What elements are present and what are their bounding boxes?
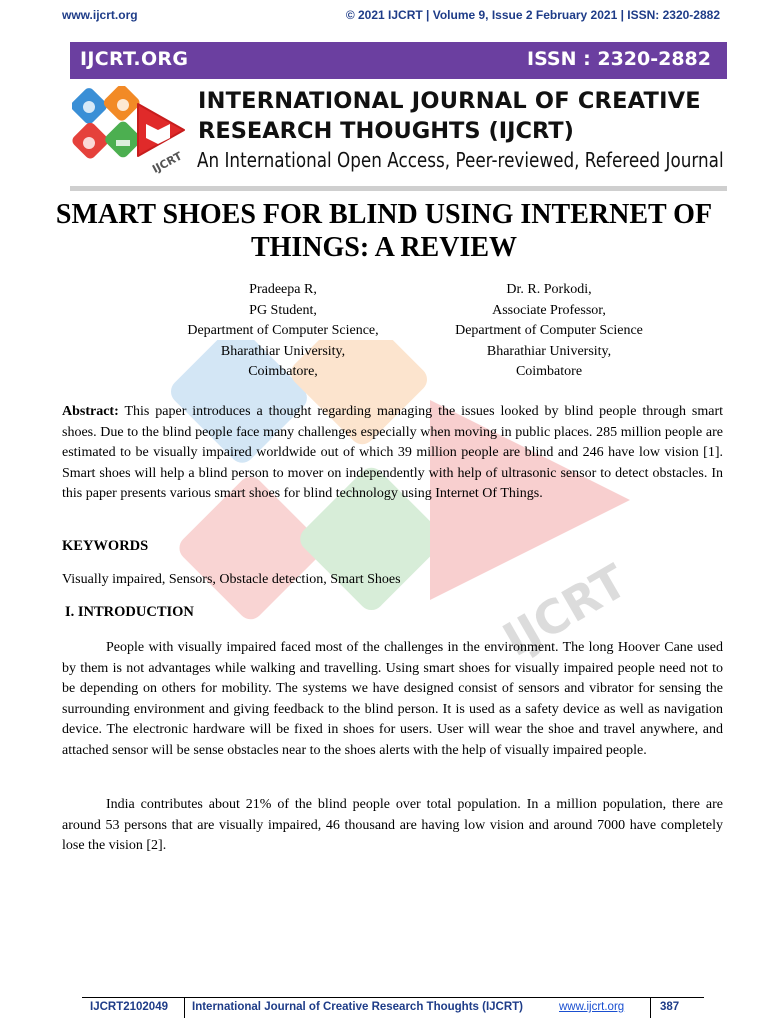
keywords-text: Visually impaired, Sensors, Obstacle detection, Smart Shoes: [62, 572, 401, 587]
footer-page-number: 387: [660, 1001, 680, 1013]
footer-paper-id: IJCRT2102049: [90, 1001, 168, 1013]
introduction-paragraph-2: India contributes about 21% of the blind people over total population. In a million population, there are around 53 persons that are visually impaired, 46 thousand are having low vision and around 7000 have completely lose the vision [2].: [62, 797, 723, 854]
abstract-label: Abstract:: [62, 404, 119, 419]
journal-subtitle: An International Open Access, Peer-reviewed, Refereed Journal: [197, 148, 724, 172]
footer-separator: [650, 998, 651, 1018]
author-block-1: [150, 280, 416, 383]
journal-title-line1: INTERNATIONAL JOURNAL OF CREATIVE: [198, 88, 701, 114]
author-name: Dr. R. Porkodi,: [506, 282, 592, 297]
footer-journal-name: International Journal of Creative Research Thoughts (IJCRT): [192, 1001, 523, 1013]
header-volume-info: © 2021 IJCRT | Volume 9, Issue 2 February 2021 | ISSN: 2320-2882: [345, 8, 720, 22]
journal-banner: [70, 42, 727, 79]
footer-separator: [184, 998, 185, 1018]
author-university: Bharathiar University,: [220, 343, 346, 359]
ijcrt-logo-icon: [72, 86, 192, 186]
author-block-2: [430, 280, 668, 383]
author-city: Coimbatore: [515, 364, 583, 379]
footer-link[interactable]: www.ijcrt.org: [559, 1001, 625, 1013]
keywords-heading: KEYWORDS: [62, 538, 149, 554]
paper-title: SMART SHOES FOR BLIND USING INTERNET OF THINGS: A REVIEW: [55, 199, 713, 263]
header-url[interactable]: www.ijcrt.org: [62, 8, 138, 22]
author-department: Department of Computer Science: [455, 323, 643, 338]
banner-site-name: IJCRT.ORG: [80, 48, 189, 70]
author-city: Coimbatore,: [248, 364, 318, 379]
author-role: Associate Professor,: [492, 302, 606, 318]
introduction-heading: I. INTRODUCTION: [65, 604, 194, 620]
watermark-text: IJCRT: [493, 553, 636, 667]
logo-text: IJCRT: [150, 149, 185, 176]
author-role: PG Student,: [249, 302, 317, 318]
footer-divider: [82, 997, 704, 998]
author-university: Bharathiar University,: [486, 343, 612, 359]
abstract: [62, 402, 723, 505]
header-divider: [70, 186, 727, 191]
abstract-text: This paper introduces a thought regarding managing the issues looked by blind people through smart shoes. Due to the blind people face many challenges especially when moving in public places. 285 million people are estimated to be visually impaired worldwide out of which 39 million people are blind and 246 have low vision [1]. Smart shoes will help a blind person to mover on independently with help of ultrasonic sensor to detect obstacles. In this paper presents various smart shoes for blind technology using Internet Of Things.: [62, 404, 723, 502]
author-name: Pradeepa R,: [249, 282, 317, 297]
author-department: Department of Computer Science,: [187, 323, 379, 338]
introduction-paragraph-1: People with visually impaired faced most of the challenges in the environment. The long Hoover Cane used by them is not advantages while walking and travelling. Using smart shoes for visually impaired people need not to be depending on others for mobility. The systems we have designed consist of sensors and vibrator for sensing the surrounding environment and giving feedback to the blind person. It is used as a safety device as well as navigation device. The electronic hardware will be fixed in shoes for users. User will wear the shoe and travel anywhere, and attached sensor will be sense obstacles near to the shoes alerts with the help of visually impaired people.: [62, 640, 723, 758]
journal-title-line2: RESEARCH THOUGHTS (IJCRT): [198, 118, 574, 144]
banner-issn: ISSN : 2320-2882: [527, 48, 711, 70]
